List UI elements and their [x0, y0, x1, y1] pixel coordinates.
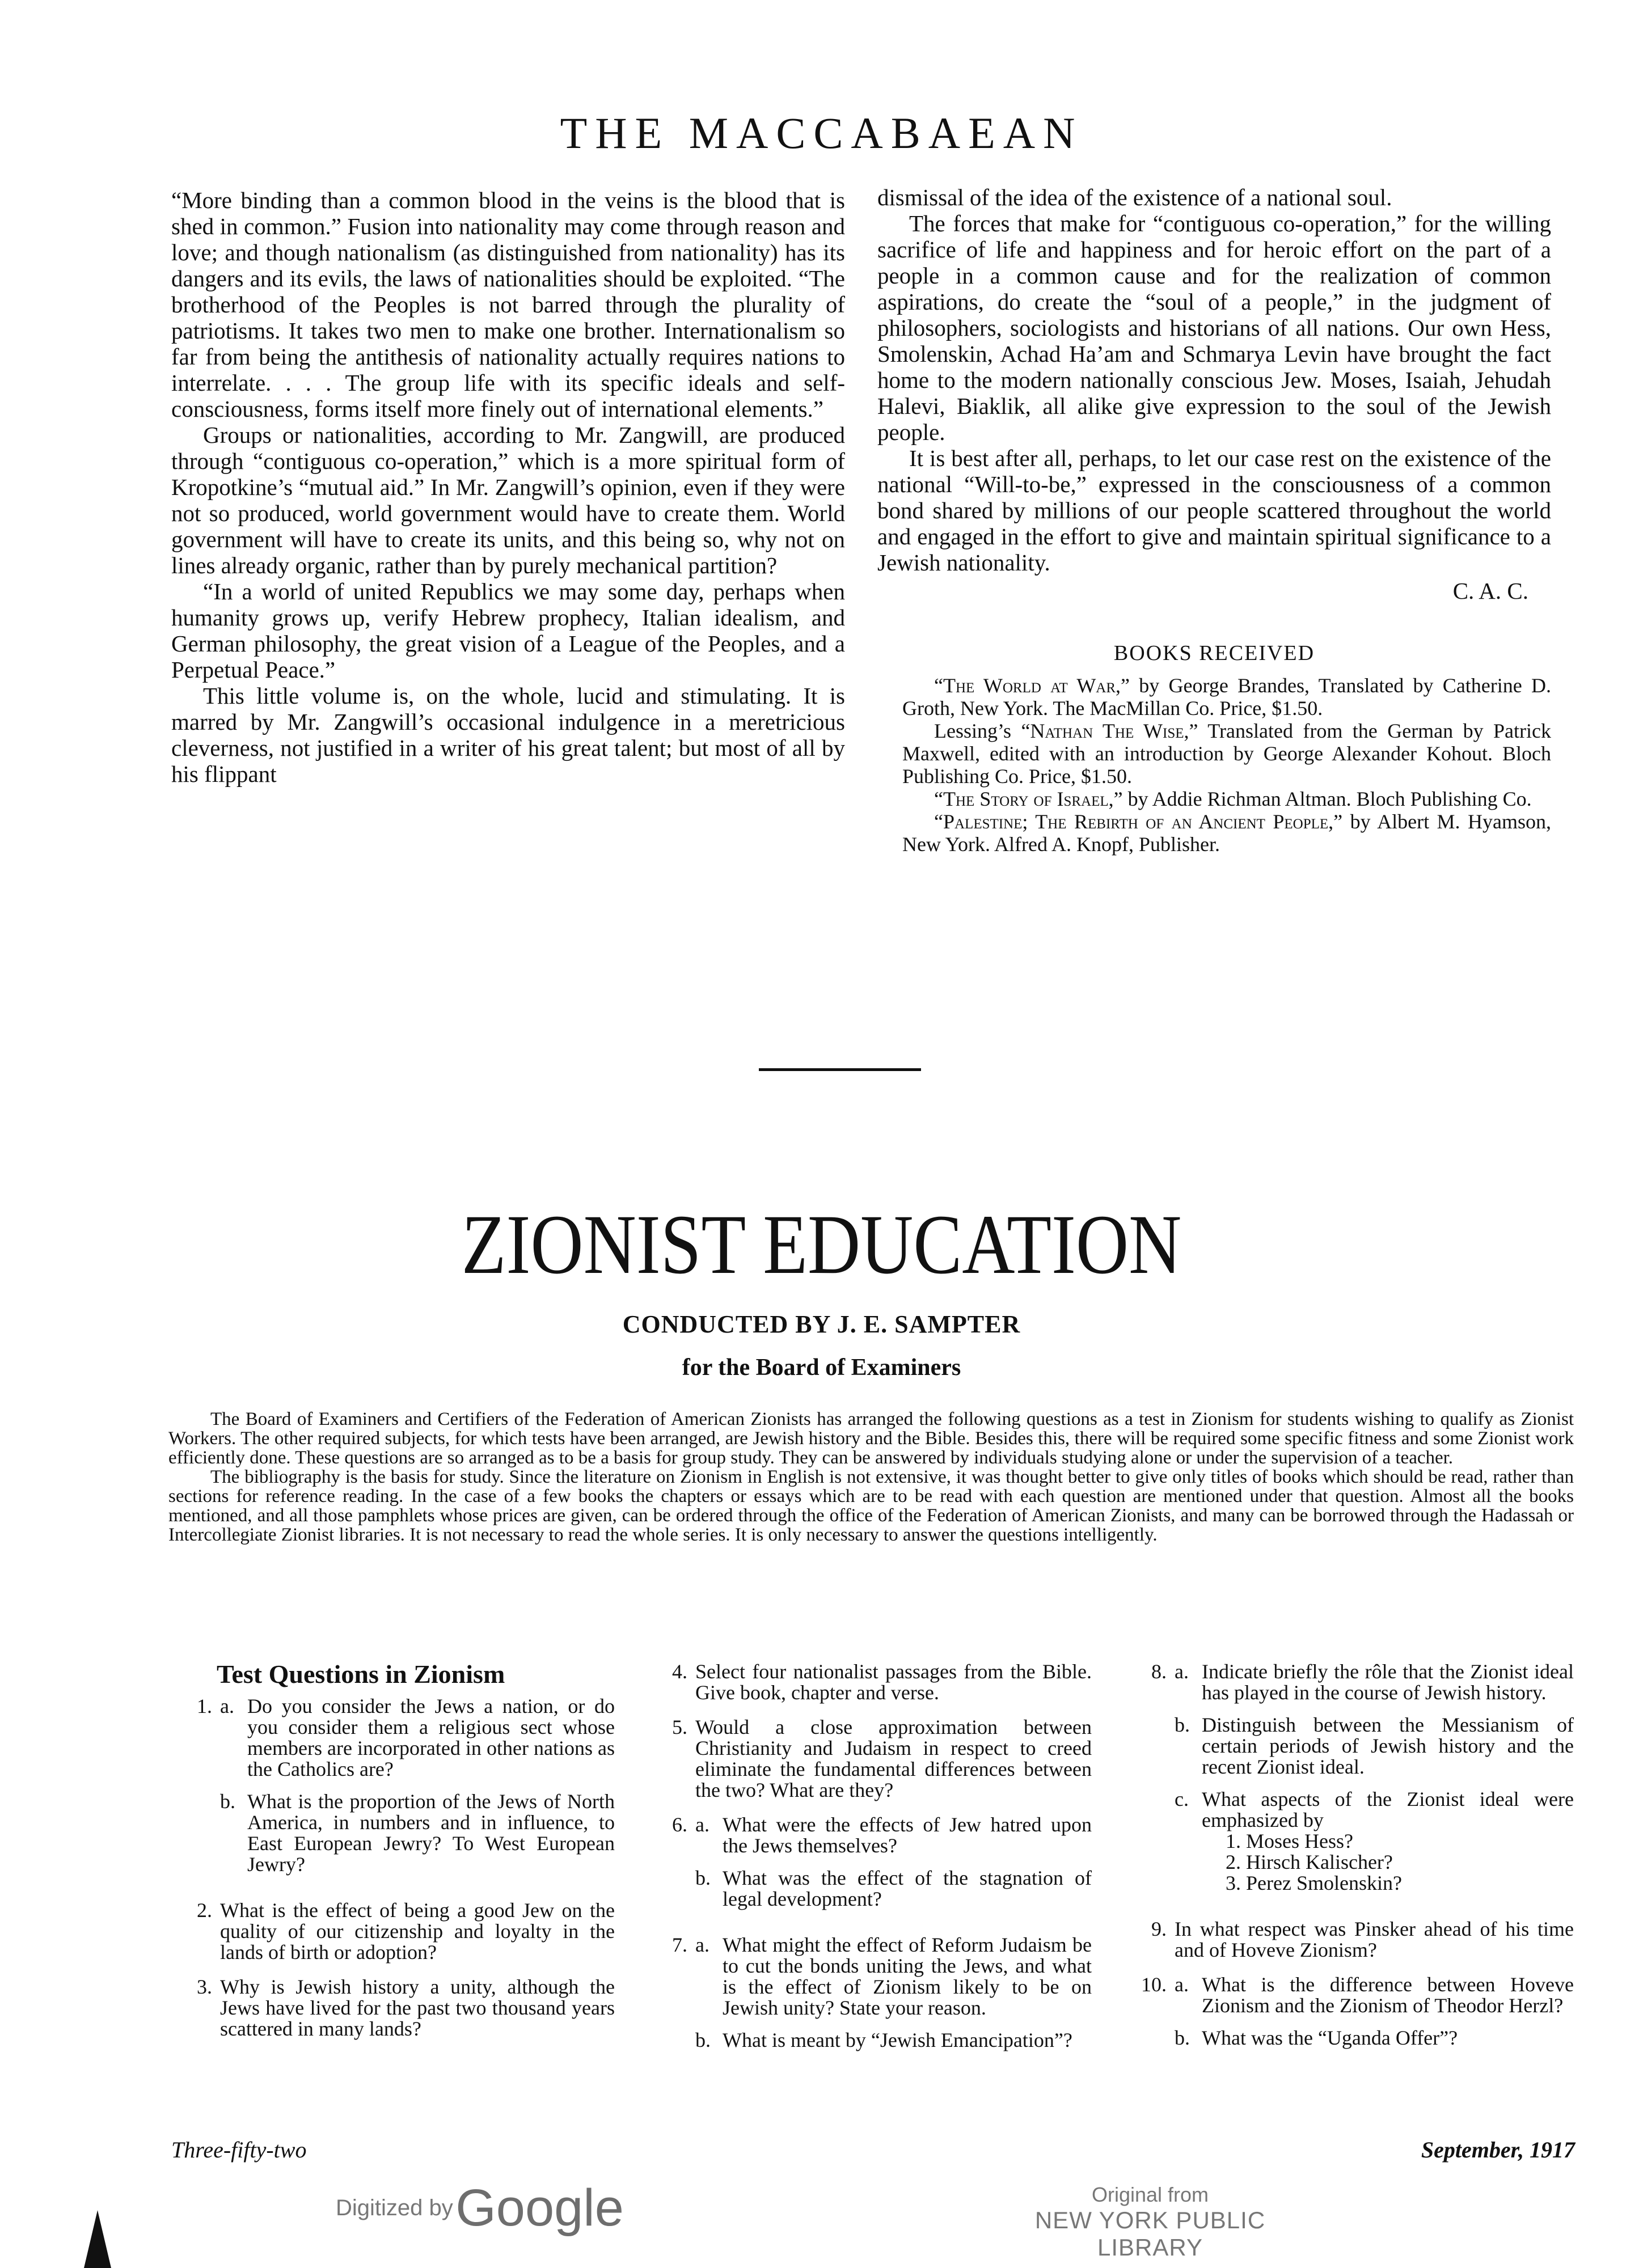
original-from-watermark: Original from NEW YORK PUBLIC LIBRARY	[1034, 2183, 1266, 2261]
question-number: 9.	[1151, 1918, 1167, 1940]
question-text: What is the proportion of the Jews of North America, in numbers and in influence, to East European Jewry? To West European Jewry?	[247, 1790, 615, 1876]
google-logo: Google	[455, 2179, 624, 2237]
question-text: What is meant by “Jewish Emancipation”?	[723, 2029, 1072, 2051]
question-10: 10. a. What is the difference between Hoveve Zionism and the Zionism of Theodor Herzl? b. What was the “Uganda Offer”?	[1126, 1974, 1574, 2060]
paragraph: The Board of Examiners and Certifiers of the Federation of American Zionists has arranged the following questions as a test in Zionism for students wishing to qualify as Zionist Workers. The other required subjects, for which tests have been arranged, are Jewish history and the Bible. Besides this, there will be required some specific fitness and some Zionist work efficiently done. These questions are so arranged as to be a basis for group study. They can be answered by individuals studying alone or under the supervision of a teacher.	[168, 1409, 1574, 1468]
question-3	[171, 1977, 615, 2039]
question-text: What was the effect of the stagnation of legal development?	[723, 1867, 1092, 1910]
book-title: “The World at War,”	[934, 674, 1130, 697]
question-number: 7.	[672, 1933, 687, 1956]
question-8: 8. a. Indicate briefly the rôle that the Zionist ideal has played in the course of Jewish history. b. Distinguish between the Messianism of certain periods of Jewish history and the recent Zionist ideal. c. What aspects of the Zionist ideal were emphasized by 1. Moses Hess? 2. Hirsch Kalischer? 3. Perez Smolenskin?	[1126, 1661, 1574, 1905]
review-signature: C. A. C.	[1452, 578, 1528, 604]
paragraph: “In a world of united Republics we may some day, perhaps when humanity grows up, verify Hebrew prophecy, Italian idealism, and German philosophy, the great vision of a League of the Peoples, and a Perpetual Peace.”	[171, 578, 845, 683]
question-number: 4.	[672, 1660, 687, 1683]
question-number: 6.	[672, 1813, 687, 1836]
section-intro	[168, 1410, 1574, 1545]
question-6: 6. a. What were the effects of Jew hatred upon the Jews themselves? b. What was the effect of the stagnation of legal development?	[647, 1814, 1092, 1921]
question-number: 3.	[197, 1975, 212, 1998]
question-text: What were the effects of Jew hatred upon the Jews themselves?	[723, 1813, 1092, 1857]
section-byline: CONDUCTED BY J. E. SAMPTER	[622, 1310, 1021, 1338]
question-text: Select four nationalist passages from the Bible. Give book, chapter and verse.	[695, 1660, 1092, 1704]
digitized-by-watermark: Digitized by Google	[336, 2179, 624, 2237]
question-text: What was the “Uganda Offer”?	[1202, 2026, 1458, 2049]
question-9	[1126, 1919, 1574, 1961]
review-right-column	[877, 184, 1551, 856]
book-title: “The Story of Israel,”	[934, 788, 1123, 810]
question-subitem: 3. Perez Smolenskin?	[1226, 1872, 1402, 1894]
book-title: “Palestine; The Rebirth of an Ancient People,”	[934, 810, 1343, 833]
question-text: What is the effect of being a good Jew on the quality of our citizenship and loyalty in the lands of birth or adoption?	[220, 1899, 615, 1964]
question-subitem: 1. Moses Hess?	[1226, 1830, 1353, 1852]
question-subitem: 2. Hirsch Kalischer?	[1226, 1851, 1393, 1873]
question-5	[647, 1717, 1092, 1801]
book-entry: Lessing’s “Nathan The Wise,” Translated from the German by Patrick Maxwell, edited with an introduction by George Alexander Kohout. Bloch Publishing Co. Price, $1.50.	[902, 720, 1552, 788]
questions-column-1	[171, 1661, 615, 2053]
section-divider	[759, 1068, 921, 1071]
review-left-column	[171, 187, 845, 787]
questions-heading: Test Questions in Zionism	[217, 1660, 505, 1689]
issue-date: September, 1917	[1421, 2137, 1575, 2163]
question-7: 7. a. What might the effect of Reform Judaism be to cut the bonds uniting the Jews, and what is the effect of Zionism likely to be on Jewish unity? State your reason. b. What is meant by “Jewish Emancipation”?	[647, 1935, 1092, 2062]
question-number: 5.	[672, 1716, 687, 1738]
paragraph: The forces that make for “contiguous co-operation,” for the willing sacrifice of life and happiness and for heroic effort on the part of a people in a common cause and for the realization of common aspirations, do create the “soul of a people,” in the judgment of philosophers, sociologists and historians of all nations. Our own Hess, Smolenskin, Achad Ha’am and Schmarya Levin have brought the fact home to the modern nationally conscious Jew. Moses, Isaiah, Jehudah Halevi, Biaklik, all alike give expression to the soul of the Jewish people.	[877, 210, 1551, 445]
question-text: Indicate briefly the rôle that the Zionist ideal has played in the course of Jewish history.	[1202, 1660, 1574, 1704]
paragraph: This little volume is, on the whole, lucid and stimulating. It is marred by Mr. Zangwill’s occasional indulgence in a meretricious cleverness, not justified in a writer of his great talent; but most of all by his flippant	[171, 683, 845, 787]
question-1: 1. a. Do you consider the Jews a nation, or do you consider them a religious sect whose members are incorporated in other nations as the Catholics are? b. What is the proportion of the Jews of North America, in numbers and in influence, to East European Jewry? To West European Jewry?	[171, 1696, 615, 1886]
scan-edge-mark	[84, 2210, 111, 2268]
books-received-heading: BOOKS RECEIVED	[1113, 641, 1315, 665]
question-text: Would a close approximation between Christianity and Judaism in respect to creed eliminate the fundamental differences between the two? What are they?	[695, 1716, 1092, 1801]
question-text: In what respect was Pinsker ahead of his time and of Hoveve Zionism?	[1175, 1918, 1574, 1961]
book-entry: “The Story of Israel,” by Addie Richman Altman. Bloch Publishing Co.	[934, 788, 1532, 810]
question-4	[647, 1661, 1092, 1703]
paragraph: “More binding than a common blood in the veins is the blood that is shed in common.” Fusion into nationality may come through reason and love; and though nationalism (as distinguished from nationality) has its dangers and its evils, the laws of nationalities should be exploited. “The brotherhood of the Peoples is not barred through the plurality of patriotisms. It takes two men to make one brother. Internationalism so far from being the antithesis of nationality actually requires nations to interrelate. . . . The group life with its specific ideals and self-consciousness, forms itself more finely out of international elements.”	[171, 187, 845, 422]
book-entry: “The World at War,” by George Brandes, Translated by Catherine D. Groth, New York. The MacMillan Co. Price, $1.50.	[902, 674, 1551, 720]
section-subline: for the Board of Examiners	[682, 1355, 961, 1381]
question-text: Why is Jewish history a unity, although the Jews have lived for the past two thousand years scattered in many lands?	[220, 1975, 615, 2040]
masthead: THE MACCABAEAN	[560, 108, 1083, 158]
questions-column-2	[647, 1661, 1092, 2076]
question-text: What aspects of the Zionist ideal were emphasized by	[1202, 1788, 1574, 1831]
book-entry: “Palestine; The Rebirth of an Ancient People,” by Albert M. Hyamson, New York. Alfred A. Knopf, Publisher.	[902, 810, 1551, 856]
question-text: Do you consider the Jews a nation, or do you consider them a religious sect whose members are incorporated in other nations as the Catholics are?	[247, 1695, 615, 1780]
book-title: “Nathan The Wise,”	[1021, 720, 1198, 742]
paragraph: The bibliography is the basis for study. Since the literature on Zionism in English is not extensive, it was thought better to give only titles of books which should be read, rather than sections for reference reading. In the case of a few books the chapters or essays which are to be read with each question are mentioned under that question. Almost all the books mentioned, and all those pamphlets whose prices are given, can be ordered through the office of the Federation of American Zionists, and many can be borrowed through the Hadassah or Intercollegiate Zionist libraries. It is not necessary to read the whole series. It is only necessary to answer the questions intelligently.	[168, 1467, 1574, 1545]
question-text: What is the difference between Hoveve Zionism and the Zionism of Theodor Herzl?	[1202, 1973, 1574, 2017]
question-2	[171, 1900, 615, 1963]
question-text: Distinguish between the Messianism of certain periods of Jewish history and the recent Zionist ideal.	[1202, 1713, 1574, 1778]
question-text: What might the effect of Reform Judaism be to cut the bonds uniting the Jews, and what is the effect of Zionism likely to be on Jewish unity? State your reason.	[723, 1933, 1092, 2019]
question-number: 8.	[1151, 1660, 1167, 1683]
section-title: ZIONIST EDUCATION	[461, 1198, 1182, 1292]
page-number: Three-fifty-two	[171, 2137, 307, 2163]
paragraph: It is best after all, perhaps, to let our case rest on the existence of the national “Will-to-be,” expressed in the consciousness of a common bond shared by millions of our people scattered throughout the world and engaged in the effort to give and maintain spiritual significance to a Jewish nationality.	[877, 445, 1551, 576]
questions-column-3	[1126, 1661, 1574, 2074]
paragraph: dismissal of the idea of the existence of a national soul.	[877, 184, 1392, 210]
paragraph: Groups or nationalities, according to Mr. Zangwill, are produced through “contiguous co-operation,” which is a more spiritual form of Kropotkine’s “mutual aid.” In Mr. Zangwill’s opinion, even if they were not so produced, world government would have to create them. World government will have to create its units, and this being so, why not on lines already organic, rather than by purely mechanical partition?	[171, 422, 845, 578]
question-number: 2.	[197, 1899, 212, 1922]
question-number: 10.	[1141, 1973, 1167, 1996]
question-number: 1.	[197, 1695, 212, 1717]
